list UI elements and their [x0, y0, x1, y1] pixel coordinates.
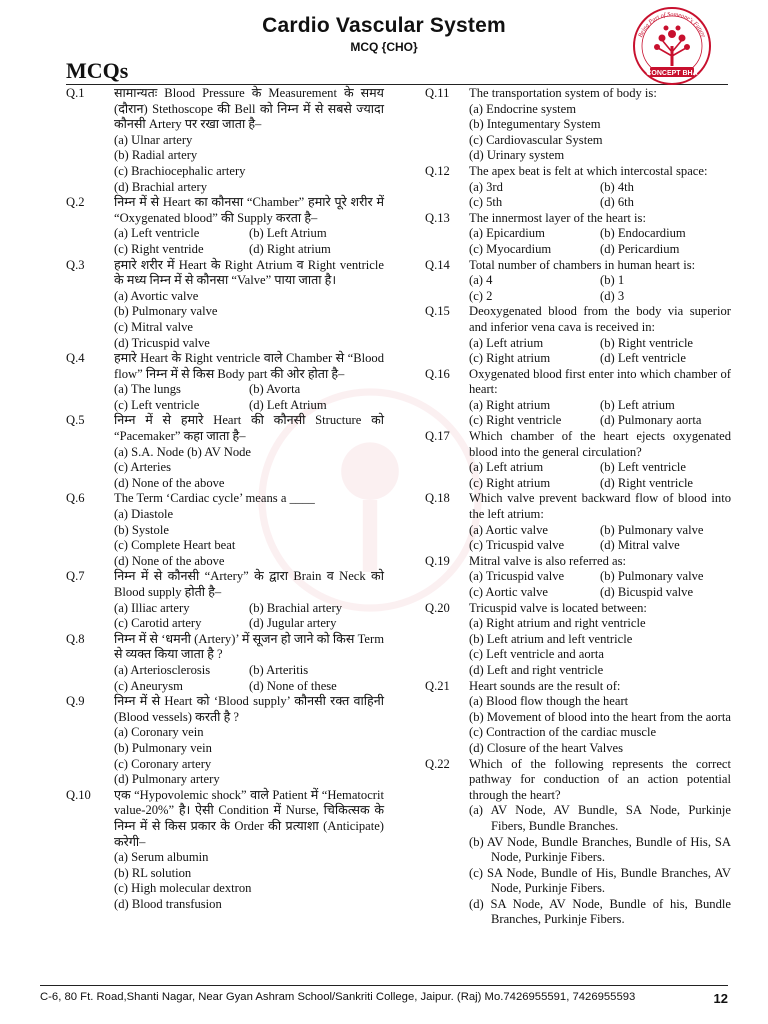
question-body — [469, 211, 731, 258]
question-text: निम्न में से Heart को ‘Blood supply’ कौनसी रक्त वाहिनी (Blood vessels) करती है ? — [114, 694, 384, 724]
question-body — [114, 258, 384, 352]
question-item — [66, 632, 384, 694]
question-text: Heart sounds are the result of: — [469, 678, 621, 693]
answer-option: (a) Serum albumin — [114, 850, 209, 865]
option-row — [469, 195, 731, 211]
option-row — [469, 523, 731, 539]
question-text: निम्न में से ‘धमनी (Artery)’ में सूजन हो जाने को किस Term से व्यक्त किया जाता है ? — [114, 631, 384, 662]
option-row — [469, 242, 731, 258]
question-text: Oxygenated blood first enter into which chamber of heart: — [469, 366, 731, 397]
question-item — [425, 304, 731, 366]
logo-motto: Being Part of Someone's Future — [637, 10, 707, 39]
question-number: Q.15 — [425, 304, 450, 319]
question-text: Tricuspid valve is located between: — [469, 600, 647, 615]
question-column-left — [66, 86, 384, 912]
answer-option: (c) Right ventride — [114, 241, 204, 256]
question-text: निम्न में से कौनसी “Artery” के द्वारा Brain व Neck को Blood supply होती है– — [114, 569, 384, 599]
answer-option: (c) Contraction of the cardiac muscle — [469, 725, 657, 740]
question-item — [66, 569, 384, 631]
question-number: Q.11 — [425, 86, 450, 100]
question-body — [469, 554, 731, 601]
answer-option: (b) Pulmonary valve — [114, 304, 218, 319]
answer-option: (d) None of these — [249, 678, 337, 693]
question-text: Which of the following represents the correct pathway for conduction of an action potential through the heart? — [469, 756, 731, 802]
answer-option: (d) Pulmonary aorta — [600, 413, 702, 428]
answer-option: (d) Left Atrium — [249, 397, 327, 412]
question-column-right — [425, 86, 731, 928]
question-body — [114, 632, 384, 694]
option-row — [469, 336, 731, 352]
question-item — [66, 351, 384, 413]
question-text: The Term ‘Cardiac cycle’ means a ____ — [114, 491, 315, 506]
answer-option: (b) Movement of blood into the heart from the aorta — [469, 709, 731, 724]
answer-option: (a) Left atrium — [469, 460, 544, 475]
question-item — [425, 86, 731, 164]
answer-option: (b) 4th — [600, 179, 634, 194]
answer-option: (a) 3rd — [469, 179, 503, 194]
page-title: Cardio Vascular System — [262, 14, 506, 37]
footer-divider — [40, 985, 728, 986]
option-row — [469, 476, 731, 492]
answer-option: (d) Right atrium — [249, 241, 331, 256]
answer-option: (b) RL solution — [114, 865, 192, 880]
answer-option: (a) The lungs — [114, 382, 181, 397]
question-number: Q.8 — [66, 631, 85, 646]
answer-option: (a) Left atrium — [469, 335, 544, 350]
question-body — [114, 351, 384, 413]
logo-brand: CONCEPT BHA — [646, 69, 698, 77]
answer-option: (b) Systole — [114, 522, 169, 537]
answer-option: (b) Radial artery — [114, 148, 198, 163]
answer-option: (c) Coronary artery — [114, 756, 212, 771]
answer-option: (c) Aneurysm — [114, 678, 183, 693]
question-item — [66, 788, 384, 913]
option-row — [114, 242, 384, 258]
answer-option: (d) 3 — [600, 288, 625, 303]
question-body — [469, 258, 731, 305]
question-text: हमारे Heart के Right ventricle वाले Chamber से “Blood flow” निम्न में से किस Body part की ओर होता है– — [114, 351, 384, 381]
answer-option: (b) Right ventricle — [600, 335, 694, 350]
question-number: Q.6 — [66, 491, 85, 506]
question-number: Q.22 — [425, 756, 450, 771]
question-number: Q.10 — [66, 787, 91, 802]
answer-option: (b) Pulmonary valve — [600, 569, 704, 584]
answer-option: (b) Pulmonary valve — [600, 522, 704, 537]
answer-option: (a) Illiac artery — [114, 600, 190, 615]
answer-option: (a) Right atrium — [469, 397, 551, 412]
question-item — [425, 429, 731, 491]
option-row — [469, 569, 731, 585]
question-number: Q.13 — [425, 210, 450, 225]
answer-option: (d) Right ventricle — [600, 475, 694, 490]
question-body — [469, 491, 731, 553]
option-row — [469, 351, 731, 367]
option-row — [114, 616, 384, 632]
answer-option: (b) Left atrium — [600, 397, 675, 412]
question-item — [425, 757, 731, 929]
answer-option: (c) SA Node, Bundle of His, Bundle Branches, AV Node, Purkinje Fibers. — [469, 865, 731, 896]
question-item — [66, 413, 384, 491]
option-row — [469, 289, 731, 305]
answer-option: (a) Diastole — [114, 507, 174, 522]
question-number: Q.17 — [425, 429, 450, 444]
answer-option: (d) Pulmonary artery — [114, 772, 220, 787]
answer-option: (c) Mitral valve — [114, 319, 194, 334]
option-row — [114, 382, 384, 398]
question-body — [469, 429, 731, 491]
question-text: The innermost layer of the heart is: — [469, 210, 646, 225]
question-text: Total number of chambers in human heart is: — [469, 257, 696, 272]
question-item — [425, 601, 731, 679]
question-number: Q.7 — [66, 569, 85, 584]
question-text: निम्न में से हमारे Heart की कौनसी Structure को “Pacemaker” कहा जाता है– — [114, 413, 384, 444]
section-label: MCQs — [66, 58, 129, 83]
answer-option: (a) Left ventricle — [114, 226, 200, 241]
footer — [40, 991, 728, 1006]
option-row — [469, 226, 731, 242]
answer-option: (b) AV Node, Bundle Branches, Bundle of His, SA Node, Purkinje Fibers. — [469, 834, 731, 865]
answer-option: (c) Right ventricle — [469, 413, 562, 428]
answer-option: (b) Left atrium and left ventricle — [469, 631, 633, 646]
answer-option: (a) Coronary vein — [114, 725, 204, 740]
question-item — [66, 258, 384, 352]
page-number: 12 — [713, 991, 728, 1006]
answer-option: (d) Bicuspid valve — [600, 585, 694, 599]
answer-option: (a) Tricuspid valve — [469, 569, 565, 584]
answer-option: (c) Arteries — [114, 460, 171, 475]
question-number: Q.2 — [66, 195, 85, 210]
question-number: Q.18 — [425, 491, 450, 506]
option-row — [469, 460, 731, 476]
question-number: Q.20 — [425, 600, 450, 615]
question-text: Deoxygenated blood from the body via superior and inferior vena cava is received in: — [469, 304, 731, 334]
question-item — [425, 554, 731, 601]
answer-option: (d) Mitral valve — [600, 538, 680, 553]
answer-option: (b) Left Atrium — [249, 226, 327, 241]
answer-option: (c) Brachiocephalic artery — [114, 163, 246, 178]
question-number: Q.12 — [425, 163, 450, 178]
answer-option: (a) Blood flow though the heart — [469, 694, 629, 709]
question-item — [425, 679, 731, 757]
answer-option: (c) High molecular dextron — [114, 881, 252, 896]
question-body — [469, 304, 731, 366]
question-item — [425, 491, 731, 553]
option-row — [469, 398, 731, 414]
answer-option: (a) Endocrine system — [469, 101, 577, 116]
question-body — [114, 694, 384, 788]
tree-icon — [654, 26, 690, 67]
option-row — [114, 679, 384, 695]
question-body — [114, 195, 384, 257]
answer-option: (c) 2 — [469, 288, 493, 303]
question-body — [469, 757, 731, 929]
answer-option: (b) Left ventricle — [600, 460, 687, 475]
answer-option: (c) Tricuspid valve — [469, 538, 565, 553]
answer-option: (d) Left and right ventricle — [469, 662, 604, 677]
answer-option: (d) Urinary system — [469, 148, 565, 163]
answer-option: (a) 4 — [469, 273, 493, 288]
answer-option: (b) Integumentary System — [469, 117, 601, 132]
option-row — [114, 663, 384, 679]
answer-option: (d) Pericardium — [600, 241, 680, 256]
question-number: Q.19 — [425, 553, 450, 568]
footer-address: C-6, 80 Ft. Road,Shanti Nagar, Near Gyan Ashram School/Sankriti College, Jaipur. (Raj) Mo.7426955591, 7426955593 — [40, 991, 636, 1003]
option-row — [469, 273, 731, 289]
answer-option: (c) 5th — [469, 195, 503, 210]
answer-option: (c) Carotid artery — [114, 616, 202, 631]
question-number: Q.21 — [425, 678, 450, 693]
answer-option: (b) Arteritis — [249, 662, 309, 677]
answer-option: (d) None of the above — [114, 475, 225, 490]
answer-option: (a) Arteriosclerosis — [114, 662, 211, 677]
answer-option: (b) Brachial artery — [249, 600, 343, 615]
answer-option: (d) 6th — [600, 195, 634, 210]
answer-option: (d) Jugular artery — [249, 616, 337, 631]
answer-option: (b) Avorta — [249, 382, 301, 397]
question-body — [469, 367, 731, 429]
question-body — [114, 491, 384, 569]
answer-option: (d) Brachial artery — [114, 179, 208, 194]
question-item — [66, 491, 384, 569]
question-body — [114, 788, 384, 913]
answer-option: (a) Right atrium and right ventricle — [469, 616, 646, 631]
question-body — [469, 86, 731, 164]
answer-option: (b) Endocardium — [600, 226, 686, 241]
question-body — [469, 164, 731, 211]
question-body — [114, 569, 384, 631]
answer-option: (d) None of the above — [114, 553, 225, 568]
answer-option: (d) Left ventricle — [600, 351, 687, 366]
option-row — [469, 413, 731, 429]
answer-option: (d) Closure of the heart Valves — [469, 740, 623, 755]
answer-option: (a) S.A. Node (b) AV Node — [114, 444, 251, 459]
question-text: हमारे शरीर में Heart के Right Atrium व Right ventricle के मध्य निम्न में से कौनसा “Valve” पाया जाता है। — [114, 257, 384, 288]
question-number: Q.9 — [66, 694, 85, 709]
question-text: The transportation system of body is: — [469, 86, 657, 100]
answer-option: (d) Blood transfusion — [114, 896, 222, 911]
option-row — [114, 398, 384, 414]
question-text: Mitral valve is also referred as: — [469, 553, 627, 568]
question-text: एक “Hypovolemic shock” वाले Patient में “Hematocrit value-20%” है। ऐसी Condition में Nurse, चिकित्सक के निम्न में से किस प्रकार के Order की प्रत्याशा (Anticipate) करेगी– — [114, 787, 384, 849]
answer-option: (c) Cardiovascular System — [469, 132, 603, 147]
question-body — [469, 601, 731, 679]
answer-option: (c) Left ventricle — [114, 397, 200, 412]
option-row — [469, 180, 731, 196]
answer-option: (a) AV Node, AV Bundle, SA Node, Purkinje Fibers, Bundle Branches. — [469, 803, 731, 833]
concept-logo — [626, 4, 718, 88]
option-row — [469, 585, 731, 601]
answer-option: (b) Pulmonary vein — [114, 740, 212, 755]
answer-option: (b) 1 — [600, 273, 625, 288]
option-row — [114, 601, 384, 617]
question-item — [66, 694, 384, 788]
answer-option: (a) Epicardium — [469, 226, 545, 241]
answer-option: (a) Avortic valve — [114, 288, 199, 303]
question-item — [66, 195, 384, 257]
question-number: Q.1 — [66, 86, 85, 100]
question-item — [425, 164, 731, 211]
question-text: The apex beat is felt at which intercostal space: — [469, 163, 708, 178]
question-text: Which chamber of the heart ejects oxygenated blood into the general circulation? — [469, 429, 731, 459]
answer-option: (c) Myocardium — [469, 241, 552, 256]
question-number: Q.16 — [425, 366, 450, 381]
question-body — [114, 86, 384, 195]
question-item — [425, 258, 731, 305]
question-number: Q.3 — [66, 257, 85, 272]
question-item — [425, 367, 731, 429]
answer-option: (c) Right atrium — [469, 475, 551, 490]
question-number: Q.14 — [425, 257, 450, 272]
question-text: Which valve prevent backward flow of blood into the left atrium: — [469, 491, 731, 522]
answer-option: (a) Aortic valve — [469, 522, 549, 537]
answer-option: (d) SA Node, AV Node, Bundle of his, Bundle Branches, Purkinje Fibers. — [469, 896, 731, 927]
answer-option: (a) Ulnar artery — [114, 132, 193, 147]
option-row — [114, 226, 384, 242]
question-body — [469, 679, 731, 757]
page-subtitle: MCQ {CHO} — [350, 40, 418, 54]
question-item — [66, 86, 384, 195]
answer-option: (c) Complete Heart beat — [114, 538, 236, 553]
question-body — [114, 413, 384, 491]
question-text: निम्न में से Heart का कौनसा “Chamber” हमारे पूरे शरीर में “Oxygenated blood” की Supply करता है– — [114, 195, 384, 225]
option-row — [469, 538, 731, 554]
question-number: Q.5 — [66, 413, 85, 428]
question-text: सामान्यतः Blood Pressure के Measurement के समय (दौरान) Stethoscope की Bell को निम्न में से सबसे ज्यादा कौनसी Artery पर रखा जाता है– — [114, 86, 384, 132]
answer-option: (d) Tricuspid valve — [114, 335, 210, 350]
answer-option: (c) Right atrium — [469, 351, 551, 366]
answer-option: (c) Left ventricle and aorta — [469, 647, 604, 662]
answer-option: (c) Aortic valve — [469, 585, 549, 599]
question-item — [425, 211, 731, 258]
question-number: Q.4 — [66, 351, 85, 366]
